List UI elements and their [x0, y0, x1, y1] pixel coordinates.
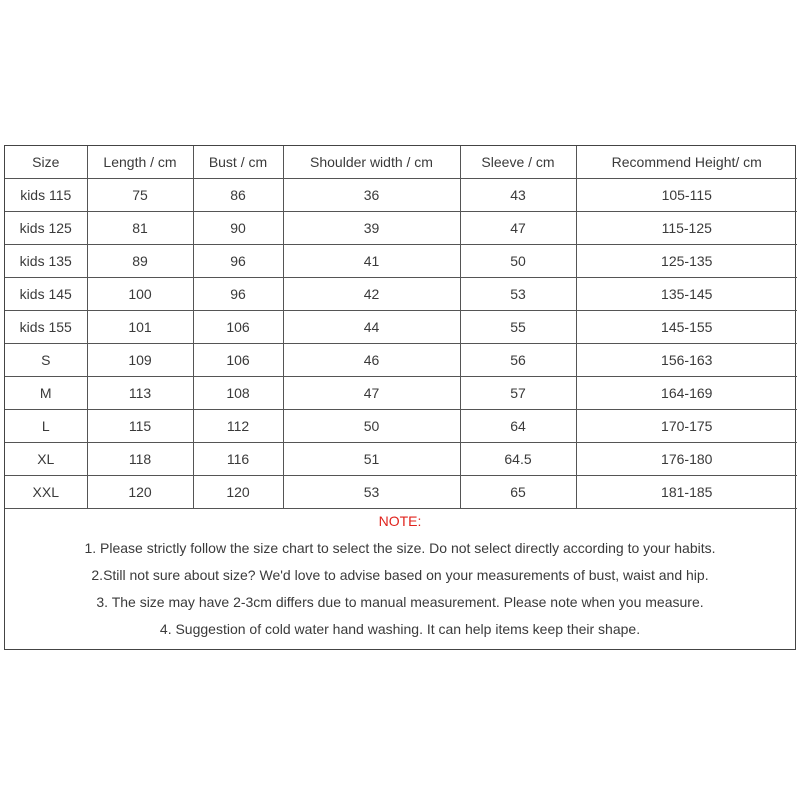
size-table	[5, 146, 797, 509]
cell-bust: 106	[193, 311, 283, 344]
cell-sleeve: 56	[460, 344, 576, 377]
cell-recommend-height: 156-163	[576, 344, 797, 377]
cell-length: 75	[87, 179, 193, 212]
cell-length: 81	[87, 212, 193, 245]
cell-sleeve: 65	[460, 476, 576, 509]
cell-shoulder-width: 44	[283, 311, 460, 344]
cell-recommend-height: 170-175	[576, 410, 797, 443]
header-size: Size	[5, 146, 87, 179]
table-row	[5, 311, 797, 344]
cell-sleeve: 50	[460, 245, 576, 278]
cell-length: 109	[87, 344, 193, 377]
cell-size: kids 135	[5, 245, 87, 278]
cell-recommend-height: 145-155	[576, 311, 797, 344]
table-row	[5, 377, 797, 410]
header-sleeve: Sleeve / cm	[460, 146, 576, 179]
cell-shoulder-width: 36	[283, 179, 460, 212]
notes-section	[5, 509, 795, 638]
cell-bust: 86	[193, 179, 283, 212]
cell-recommend-height: 135-145	[576, 278, 797, 311]
table-row	[5, 476, 797, 509]
cell-sleeve: 57	[460, 377, 576, 410]
cell-length: 113	[87, 377, 193, 410]
size-chart	[4, 145, 796, 650]
cell-sleeve: 64	[460, 410, 576, 443]
cell-size: kids 145	[5, 278, 87, 311]
header-shoulder-width: Shoulder width / cm	[283, 146, 460, 179]
cell-length: 89	[87, 245, 193, 278]
cell-shoulder-width: 46	[283, 344, 460, 377]
cell-size: kids 115	[5, 179, 87, 212]
cell-length: 101	[87, 311, 193, 344]
note-line-1: 1. Please strictly follow the size chart to select the size. Do not select directly according to your habits.	[84, 540, 716, 556]
table-row	[5, 278, 797, 311]
table-row	[5, 410, 797, 443]
cell-recommend-height: 125-135	[576, 245, 797, 278]
cell-size: XL	[5, 443, 87, 476]
table-row	[5, 179, 797, 212]
table-row	[5, 344, 797, 377]
cell-length: 118	[87, 443, 193, 476]
cell-recommend-height: 176-180	[576, 443, 797, 476]
cell-shoulder-width: 42	[283, 278, 460, 311]
cell-length: 120	[87, 476, 193, 509]
cell-size: S	[5, 344, 87, 377]
cell-shoulder-width: 50	[283, 410, 460, 443]
cell-size: XXL	[5, 476, 87, 509]
cell-size: kids 125	[5, 212, 87, 245]
cell-recommend-height: 105-115	[576, 179, 797, 212]
cell-shoulder-width: 51	[283, 443, 460, 476]
note-line-4: 4. Suggestion of cold water hand washing. It can help items keep their shape.	[159, 621, 641, 637]
cell-recommend-height: 115-125	[576, 212, 797, 245]
header-bust: Bust / cm	[193, 146, 283, 179]
cell-sleeve: 43	[460, 179, 576, 212]
cell-bust: 112	[193, 410, 283, 443]
cell-length: 115	[87, 410, 193, 443]
cell-bust: 108	[193, 377, 283, 410]
table-row	[5, 212, 797, 245]
cell-bust: 116	[193, 443, 283, 476]
cell-bust: 90	[193, 212, 283, 245]
table-header-row	[5, 146, 797, 179]
cell-size: L	[5, 410, 87, 443]
table-row	[5, 245, 797, 278]
note-line-3: 3. The size may have 2-3cm differs due to manual measurement. Please note when you measure.	[96, 594, 704, 610]
header-recommend-height: Recommend Height/ cm	[576, 146, 797, 179]
cell-length: 100	[87, 278, 193, 311]
cell-bust: 96	[193, 245, 283, 278]
cell-shoulder-width: 53	[283, 476, 460, 509]
note-title: NOTE:	[378, 513, 422, 529]
cell-shoulder-width: 39	[283, 212, 460, 245]
cell-sleeve: 53	[460, 278, 576, 311]
cell-size: M	[5, 377, 87, 410]
cell-recommend-height: 164-169	[576, 377, 797, 410]
table-body	[5, 179, 797, 509]
cell-bust: 120	[193, 476, 283, 509]
note-line-2: 2.Still not sure about size? We'd love to advise based on your measurements of bust, waist and hip.	[91, 567, 709, 583]
cell-size: kids 155	[5, 311, 87, 344]
cell-shoulder-width: 47	[283, 377, 460, 410]
table-row	[5, 443, 797, 476]
cell-bust: 96	[193, 278, 283, 311]
header-length: Length / cm	[87, 146, 193, 179]
cell-sleeve: 55	[460, 311, 576, 344]
cell-bust: 106	[193, 344, 283, 377]
cell-recommend-height: 181-185	[576, 476, 797, 509]
cell-sleeve: 47	[460, 212, 576, 245]
cell-shoulder-width: 41	[283, 245, 460, 278]
cell-sleeve: 64.5	[460, 443, 576, 476]
